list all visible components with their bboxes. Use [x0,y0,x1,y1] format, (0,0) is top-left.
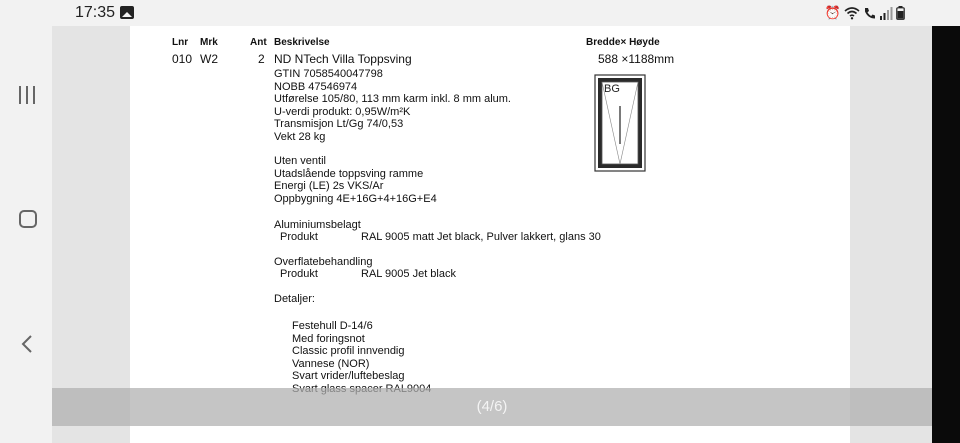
window-drawing [594,74,646,172]
row-dimensions: 588 ×1188mm [598,52,675,66]
header-ant: Ant [250,37,267,48]
spec-line: NOBB 47546974 [274,80,358,93]
gallery-icon [120,6,134,19]
signal-icon [879,7,893,20]
detail-item: Svart vrider/luftebeslag [292,370,405,382]
details-heading: Detaljer: [274,293,315,305]
document-page [130,26,850,443]
product-title: ND NTech Villa Toppsving [274,52,412,66]
detail-item: Med foringsnot [292,332,365,345]
spec-line: Vekt 28 kg [274,130,326,143]
option-line: Energi (LE) 2s VKS/Ar [274,180,384,192]
page-indicator: (4/6) [476,398,508,415]
header-lnr: Lnr [172,37,189,48]
surface-value: RAL 9005 Jet black [361,268,456,280]
spec-line: Transmisjon Lt/Gg 74/0,53 [274,118,404,130]
spec-line: Utførelse 105/80, 113 mm karm inkl. 8 mm alum. [274,93,511,105]
detail-item: Classic profil innvendig [292,345,405,357]
aluminium-row [280,231,601,244]
surface-row [280,268,456,281]
detail-item: Vannese (NOR) [292,357,370,370]
surface-label: Produkt [280,268,318,280]
right-edge [932,26,960,443]
option-line: Uten ventil [274,155,326,167]
aluminium-heading: Aluminiumsbelagt [274,219,361,231]
spec-list [274,68,511,143]
spec-line: U-verdi produkt: 0,95W/m²K [274,105,411,118]
wifi-call-icon [863,6,876,20]
back-button[interactable] [18,334,36,354]
option-line: Utadslående toppsving ramme [274,167,424,180]
recents-button[interactable] [18,86,38,104]
option-list [274,155,437,205]
status-icons [825,5,905,21]
aluminium-value: RAL 9005 matt Jet black, Pulver lakkert, glans 30 [361,231,601,243]
spec-line: GTIN 7058540047798 [274,68,383,80]
header-mrk: Mrk [200,37,218,48]
aluminium-label: Produkt [280,231,318,243]
option-line: Oppbygning 4E+16G+4+16G+E4 [274,192,437,205]
row-ant: 2 [258,52,265,66]
header-beskrivelse: Beskrivelse [274,37,330,48]
document-viewer[interactable] [52,26,932,443]
status-bar [0,0,960,26]
row-lnr: 010 [172,52,193,66]
battery-icon [896,6,905,20]
detail-item: Festehull D-14/6 [292,320,373,332]
details-list [292,320,431,395]
wifi-icon [844,6,860,20]
clock: 17:35 [75,4,116,21]
home-button[interactable] [19,210,37,228]
page-indicator-bar [52,388,932,426]
row-mrk: W2 [200,52,218,66]
header-dimensions: Bredde× Høyde [586,37,660,48]
alarm-icon: ⏰ [824,5,841,20]
surface-heading: Overflatebehandling [274,256,373,268]
drawing-label: BG [604,83,620,95]
